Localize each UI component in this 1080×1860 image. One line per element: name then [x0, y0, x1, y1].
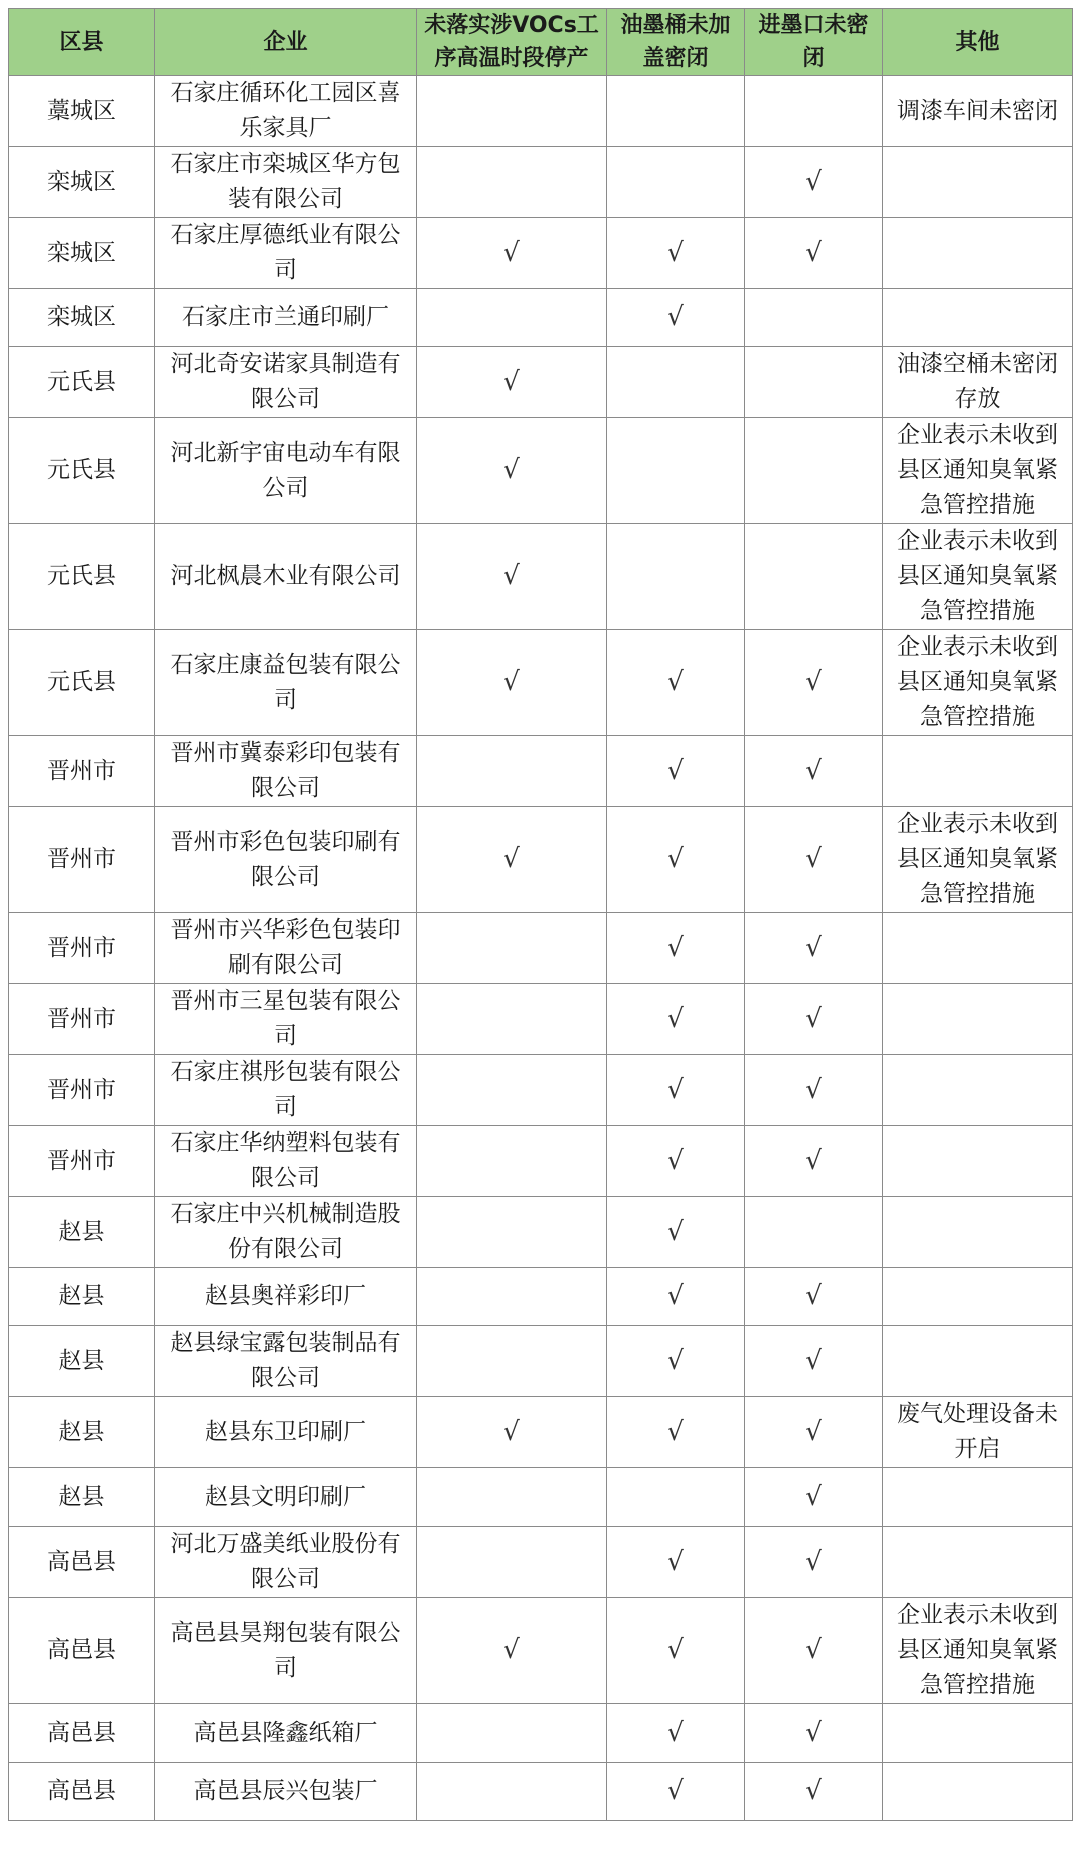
- other-cell: [883, 1197, 1073, 1268]
- ink-bucket-cell: √: [607, 1326, 745, 1397]
- company-cell: 赵县绿宝露包装制品有限公司: [155, 1326, 417, 1397]
- header-row: [9, 9, 1073, 76]
- no-shutdown-cell: [417, 1468, 607, 1527]
- other-cell: 企业表示未收到县区通知臭氧紧急管控措施: [883, 1598, 1073, 1704]
- other-cell: 企业表示未收到县区通知臭氧紧急管控措施: [883, 524, 1073, 630]
- company-cell: 石家庄华纳塑料包装有限公司: [155, 1126, 417, 1197]
- ink-bucket-cell: √: [607, 630, 745, 736]
- company-cell: 高邑县昊翔包装有限公司: [155, 1598, 417, 1704]
- district-cell: 高邑县: [9, 1598, 155, 1704]
- no-shutdown-cell: √: [417, 218, 607, 289]
- ink-inlet-cell: [745, 347, 883, 418]
- district-cell: 栾城区: [9, 218, 155, 289]
- table-row: [9, 76, 1073, 147]
- no-shutdown-cell: [417, 1268, 607, 1326]
- table-row: [9, 1197, 1073, 1268]
- table-row: [9, 1397, 1073, 1468]
- ink-inlet-cell: √: [745, 1268, 883, 1326]
- other-cell: [883, 147, 1073, 218]
- ink-bucket-cell: [607, 524, 745, 630]
- ink-inlet-cell: √: [745, 1527, 883, 1598]
- no-shutdown-cell: [417, 1704, 607, 1763]
- no-shutdown-cell: [417, 984, 607, 1055]
- ink-inlet-cell: √: [745, 147, 883, 218]
- district-cell: 元氏县: [9, 347, 155, 418]
- ink-inlet-cell: √: [745, 1055, 883, 1126]
- ink-bucket-cell: √: [607, 1598, 745, 1704]
- company-cell: 晋州市彩色包装印刷有限公司: [155, 807, 417, 913]
- ink-bucket-cell: √: [607, 984, 745, 1055]
- other-cell: [883, 1468, 1073, 1527]
- table-row: [9, 630, 1073, 736]
- other-cell: [883, 1763, 1073, 1821]
- company-cell: 高邑县辰兴包装厂: [155, 1763, 417, 1821]
- table-row: [9, 1527, 1073, 1598]
- district-cell: 晋州市: [9, 1126, 155, 1197]
- ink-bucket-cell: [607, 347, 745, 418]
- ink-bucket-cell: √: [607, 289, 745, 347]
- ink-bucket-cell: [607, 418, 745, 524]
- company-cell: 石家庄康益包装有限公司: [155, 630, 417, 736]
- table-row: [9, 807, 1073, 913]
- company-cell: 晋州市冀泰彩印包装有限公司: [155, 736, 417, 807]
- ink-bucket-cell: √: [607, 218, 745, 289]
- ink-inlet-cell: √: [745, 736, 883, 807]
- header-company: 企业: [155, 9, 417, 76]
- ink-inlet-cell: √: [745, 1598, 883, 1704]
- other-cell: [883, 289, 1073, 347]
- district-cell: 赵县: [9, 1397, 155, 1468]
- table-row: [9, 1055, 1073, 1126]
- header-no-shutdown: 未落实涉VOCs工序高温时段停产: [417, 9, 607, 76]
- district-cell: 晋州市: [9, 984, 155, 1055]
- district-cell: 赵县: [9, 1268, 155, 1326]
- table-row: [9, 1326, 1073, 1397]
- other-cell: 废气处理设备未开启: [883, 1397, 1073, 1468]
- table-row: [9, 1763, 1073, 1821]
- header-ink-inlet-open: 进墨口未密闭: [745, 9, 883, 76]
- no-shutdown-cell: √: [417, 630, 607, 736]
- table-row: [9, 147, 1073, 218]
- table-row: [9, 1268, 1073, 1326]
- district-cell: 晋州市: [9, 913, 155, 984]
- other-cell: 企业表示未收到县区通知臭氧紧急管控措施: [883, 418, 1073, 524]
- other-cell: [883, 984, 1073, 1055]
- other-cell: 企业表示未收到县区通知臭氧紧急管控措施: [883, 630, 1073, 736]
- table-row: [9, 218, 1073, 289]
- ink-inlet-cell: [745, 418, 883, 524]
- company-cell: 赵县文明印刷厂: [155, 1468, 417, 1527]
- district-cell: 高邑县: [9, 1763, 155, 1821]
- no-shutdown-cell: √: [417, 807, 607, 913]
- table-row: [9, 1468, 1073, 1527]
- other-cell: [883, 1126, 1073, 1197]
- other-cell: [883, 913, 1073, 984]
- district-cell: 赵县: [9, 1468, 155, 1527]
- ink-bucket-cell: √: [607, 1763, 745, 1821]
- other-cell: 油漆空桶未密闭存放: [883, 347, 1073, 418]
- no-shutdown-cell: [417, 913, 607, 984]
- table-row: [9, 1598, 1073, 1704]
- no-shutdown-cell: [417, 147, 607, 218]
- ink-inlet-cell: √: [745, 1397, 883, 1468]
- ink-inlet-cell: [745, 1197, 883, 1268]
- no-shutdown-cell: [417, 736, 607, 807]
- ink-bucket-cell: √: [607, 736, 745, 807]
- no-shutdown-cell: √: [417, 418, 607, 524]
- table-row: [9, 1704, 1073, 1763]
- ink-inlet-cell: √: [745, 913, 883, 984]
- no-shutdown-cell: [417, 1326, 607, 1397]
- district-cell: 晋州市: [9, 736, 155, 807]
- table-row: [9, 913, 1073, 984]
- company-cell: 赵县奥祥彩印厂: [155, 1268, 417, 1326]
- other-cell: [883, 1268, 1073, 1326]
- no-shutdown-cell: [417, 1527, 607, 1598]
- company-cell: 河北枫晨木业有限公司: [155, 524, 417, 630]
- company-cell: 石家庄祺彤包装有限公司: [155, 1055, 417, 1126]
- ink-bucket-cell: √: [607, 1397, 745, 1468]
- ink-inlet-cell: √: [745, 984, 883, 1055]
- district-cell: 藁城区: [9, 76, 155, 147]
- no-shutdown-cell: [417, 1763, 607, 1821]
- ink-inlet-cell: √: [745, 630, 883, 736]
- ink-inlet-cell: √: [745, 807, 883, 913]
- other-cell: 企业表示未收到县区通知臭氧紧急管控措施: [883, 807, 1073, 913]
- other-cell: [883, 1326, 1073, 1397]
- other-cell: [883, 736, 1073, 807]
- company-cell: 晋州市三星包装有限公司: [155, 984, 417, 1055]
- district-cell: 赵县: [9, 1326, 155, 1397]
- enterprise-violation-table: [8, 8, 1073, 1821]
- table-row: [9, 1126, 1073, 1197]
- ink-bucket-cell: [607, 147, 745, 218]
- no-shutdown-cell: [417, 1197, 607, 1268]
- ink-bucket-cell: [607, 1468, 745, 1527]
- no-shutdown-cell: [417, 1055, 607, 1126]
- district-cell: 元氏县: [9, 418, 155, 524]
- table-row: [9, 289, 1073, 347]
- ink-bucket-cell: √: [607, 1055, 745, 1126]
- ink-inlet-cell: [745, 524, 883, 630]
- no-shutdown-cell: √: [417, 347, 607, 418]
- district-cell: 高邑县: [9, 1704, 155, 1763]
- district-cell: 晋州市: [9, 1055, 155, 1126]
- no-shutdown-cell: [417, 1126, 607, 1197]
- ink-bucket-cell: √: [607, 1197, 745, 1268]
- ink-bucket-cell: √: [607, 913, 745, 984]
- company-cell: 石家庄市兰通印刷厂: [155, 289, 417, 347]
- ink-inlet-cell: [745, 76, 883, 147]
- company-cell: 河北新宇宙电动车有限公司: [155, 418, 417, 524]
- other-cell: 调漆车间未密闭: [883, 76, 1073, 147]
- table-row: [9, 984, 1073, 1055]
- table-row: [9, 736, 1073, 807]
- no-shutdown-cell: √: [417, 524, 607, 630]
- ink-inlet-cell: √: [745, 1704, 883, 1763]
- ink-bucket-cell: √: [607, 1268, 745, 1326]
- ink-bucket-cell: √: [607, 807, 745, 913]
- table-row: [9, 524, 1073, 630]
- header-district: 区县: [9, 9, 155, 76]
- district-cell: 元氏县: [9, 630, 155, 736]
- header-ink-bucket-open: 油墨桶未加盖密闭: [607, 9, 745, 76]
- other-cell: [883, 1704, 1073, 1763]
- ink-inlet-cell: √: [745, 1326, 883, 1397]
- company-cell: 晋州市兴华彩色包装印刷有限公司: [155, 913, 417, 984]
- table-row: [9, 418, 1073, 524]
- header-other: 其他: [883, 9, 1073, 76]
- other-cell: [883, 218, 1073, 289]
- ink-bucket-cell: √: [607, 1527, 745, 1598]
- no-shutdown-cell: √: [417, 1397, 607, 1468]
- other-cell: [883, 1055, 1073, 1126]
- ink-bucket-cell: √: [607, 1126, 745, 1197]
- no-shutdown-cell: [417, 289, 607, 347]
- company-cell: 高邑县隆鑫纸箱厂: [155, 1704, 417, 1763]
- district-cell: 赵县: [9, 1197, 155, 1268]
- ink-inlet-cell: √: [745, 1126, 883, 1197]
- company-cell: 石家庄厚德纸业有限公司: [155, 218, 417, 289]
- ink-bucket-cell: √: [607, 1704, 745, 1763]
- company-cell: 石家庄循环化工园区喜乐家具厂: [155, 76, 417, 147]
- district-cell: 晋州市: [9, 807, 155, 913]
- table-row: [9, 347, 1073, 418]
- no-shutdown-cell: [417, 76, 607, 147]
- no-shutdown-cell: √: [417, 1598, 607, 1704]
- district-cell: 栾城区: [9, 147, 155, 218]
- ink-bucket-cell: [607, 76, 745, 147]
- other-cell: [883, 1527, 1073, 1598]
- ink-inlet-cell: [745, 289, 883, 347]
- ink-inlet-cell: √: [745, 1468, 883, 1527]
- district-cell: 栾城区: [9, 289, 155, 347]
- district-cell: 高邑县: [9, 1527, 155, 1598]
- company-cell: 赵县东卫印刷厂: [155, 1397, 417, 1468]
- district-cell: 元氏县: [9, 524, 155, 630]
- company-cell: 石家庄中兴机械制造股份有限公司: [155, 1197, 417, 1268]
- ink-inlet-cell: √: [745, 1763, 883, 1821]
- company-cell: 河北奇安诺家具制造有限公司: [155, 347, 417, 418]
- company-cell: 石家庄市栾城区华方包装有限公司: [155, 147, 417, 218]
- ink-inlet-cell: √: [745, 218, 883, 289]
- company-cell: 河北万盛美纸业股份有限公司: [155, 1527, 417, 1598]
